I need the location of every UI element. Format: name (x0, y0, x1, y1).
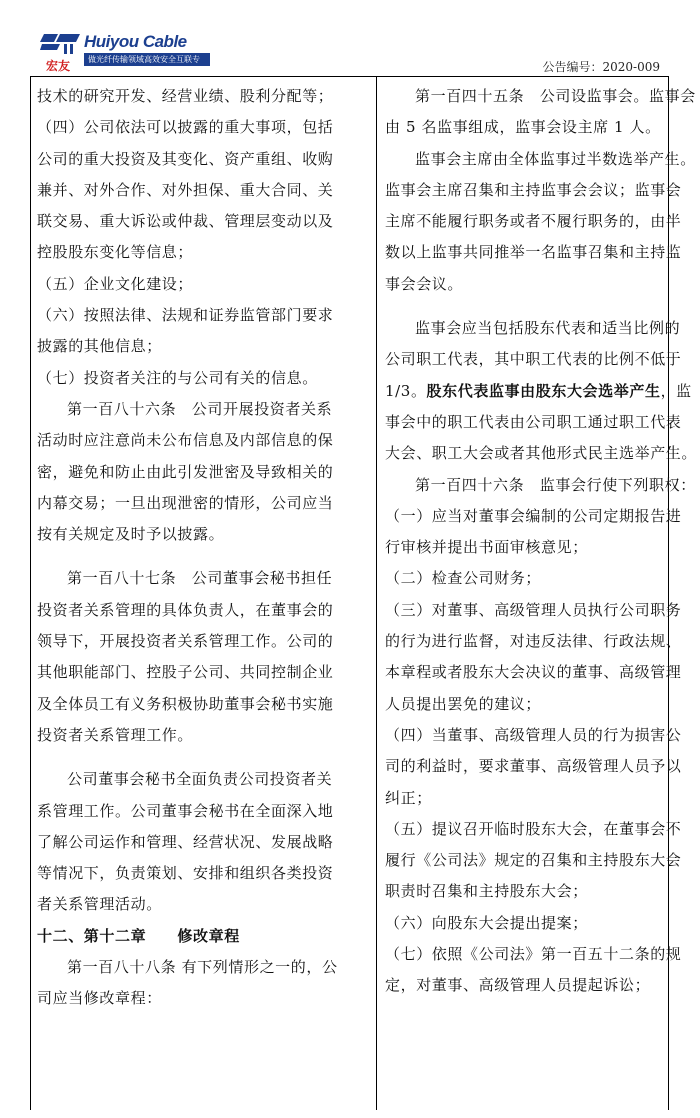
text-line: 者关系管理活动。 (37, 895, 162, 914)
text-line: 披露的其他信息； (37, 337, 162, 356)
text-line: 监事会应当包括股东代表和适当比例的 (415, 319, 681, 338)
text-line: （二）检查公司财务； (385, 569, 542, 588)
text-line: 第一百八十六条 公司开展投资者关系 (67, 399, 333, 418)
text-line: 系管理工作。公司董事会秘书在全面深入地 (37, 801, 334, 820)
text-line: 联交易、重大诉讼或仲裁、管理层变动以及 (37, 212, 334, 231)
text-line: 控股股东变化等信息； (37, 243, 194, 262)
text-line: 司的利益时，要求董事、高级管理人员予以 (385, 757, 682, 776)
column-divider (376, 77, 377, 1110)
text-line: （三）对董事、高级管理人员执行公司职务 (385, 600, 682, 619)
text-line: （六）向股东大会提出提案； (385, 913, 588, 932)
text-line: 领导下，开展投资者关系管理工作。公司的 (37, 632, 334, 651)
notice-number: 公告编号：2020-009 (542, 60, 660, 74)
text-line: 第一百四十六条 监事会行使下列职权： (415, 475, 696, 494)
text-line: 由 5 名监事组成，监事会设主席 1 人。 (385, 118, 661, 137)
logo-mark-icon (40, 32, 82, 60)
logo-slogan: 做光纤传输领域高效安全互联专家 (84, 53, 210, 66)
text-line: 事会中的职工代表由公司职工通过职工代表 (385, 412, 682, 431)
text-line: 及全体员工有义务积极协助董事会秘书实施 (37, 694, 334, 713)
logo-name: Huiyou Cable (84, 32, 187, 51)
right-column (385, 81, 698, 1002)
text-line: 公司董事会秘书全面负责公司投资者关 (67, 770, 333, 789)
text-line: 投资者关系管理的具体负责人，在董事会的 (37, 600, 334, 619)
text-line: 行审核并提出书面审核意见； (385, 538, 588, 557)
text-line: 人员提出罢免的建议； (385, 694, 542, 713)
text-line: 监事会主席召集和主持监事会会议；监事会 (385, 180, 682, 199)
left-column (37, 81, 339, 1015)
company-logo (40, 32, 210, 77)
text-line: （五）提议召开临时股东大会，在董事会不 (385, 819, 682, 838)
logo-cn-name: 宏友 (46, 59, 71, 73)
comparison-table (30, 76, 698, 1110)
text-line: 定，对董事、高级管理人员提起诉讼； (385, 976, 651, 995)
text-line: 技术的研究开发、经营业绩、股利分配等； (37, 87, 334, 105)
text-line: 第一百八十七条 公司董事会秘书担任 (67, 569, 333, 588)
text-line: 按有关规定及时予以披露。 (37, 525, 225, 544)
text-line: （七）依照《公司法》第一百五十二条的规 (385, 945, 682, 964)
text-line: （四）当董事、高级管理人员的行为损害公 (385, 725, 682, 744)
text-line: 内幕交易；一旦出现泄密的情形，公司应当 (37, 493, 334, 512)
text-segment: 1/3。 (385, 381, 427, 400)
text-line: （六）按照法律、法规和证券监管部门要求 (37, 306, 334, 325)
text-line: （七）投资者关注的与公司有关的信息。 (37, 368, 318, 387)
text-line: 投资者关系管理工作。 (37, 725, 194, 744)
text-segment: ，监 (660, 381, 692, 400)
text-line: 了解公司运作和管理、经营状况、发展战略 (37, 832, 334, 851)
text-line: 大会、职工大会或者其他形式民主选举产生。 (385, 444, 698, 463)
text-line: （四）公司依法可以披露的重大事项，包括 (37, 118, 334, 137)
bold-text-segment: 股东代表监事由股东大会选举产生 (426, 381, 661, 400)
text-line: 履行《公司法》规定的召集和主持股东大会 (385, 851, 682, 870)
text-line: 本章程或者股东大会决议的董事、高级管理 (385, 663, 682, 682)
text-line: 等情况下，负责策划、安排和组织各类投资 (37, 864, 334, 883)
text-line: 活动时应注意尚未公布信息及内部信息的保 (37, 431, 334, 450)
text-line: 公司职工代表，其中职工代表的比例不低于 (385, 350, 682, 369)
text-line: 密，避免和防止由此引发泄密及导致相关的 (37, 462, 334, 481)
text-line: （五）企业文化建设； (37, 274, 194, 293)
text-line: 第一百八十八条 有下列情形之一的，公 (67, 958, 338, 977)
text-line (385, 376, 692, 407)
text-line: 司应当修改章程： (37, 989, 162, 1008)
text-line: 公司的重大投资及其变化、资产重组、收购 (37, 149, 334, 168)
text-line: 数以上监事共同推举一名监事召集和主持监 (385, 243, 682, 262)
text-line: 的行为进行监督，对违反法律、行政法规、 (385, 632, 682, 651)
text-line: 兼并、对外合作、对外担保、重大合同、关 (37, 180, 334, 199)
chapter-heading: 十二、第十二章 修改章程 (37, 926, 240, 945)
text-line: 其他职能部门、控股子公司、共同控制企业 (37, 663, 334, 682)
text-line: 事会会议。 (385, 274, 464, 293)
text-line: 第一百四十五条 公司设监事会。监事会 (415, 87, 696, 105)
text-line: （一）应当对董事会编制的公司定期报告进 (385, 506, 682, 525)
text-line: 纠正； (385, 788, 432, 807)
text-line: 监事会主席由全体监事过半数选举产生。 (415, 149, 696, 168)
text-line: 职责时召集和主持股东大会； (385, 882, 588, 901)
text-line: 主席不能履行职务或者不履行职务的，由半 (385, 212, 682, 231)
